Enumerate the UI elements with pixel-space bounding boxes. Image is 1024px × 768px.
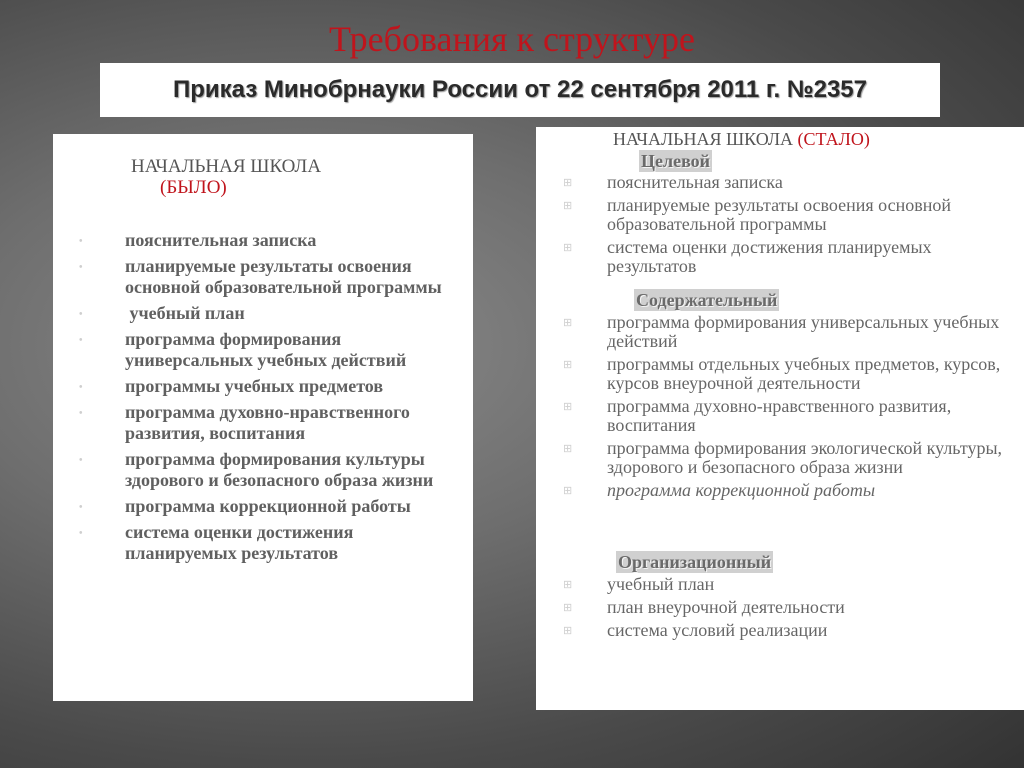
small-dot-bullet-icon: • [79, 408, 83, 419]
list-item: ⊞ система оценки достижения планируемых результатов [563, 237, 932, 276]
section-title: Содержательный [636, 290, 778, 310]
list-item: • учебный план [79, 303, 245, 323]
right-heading-accent: (СТАЛО) [797, 129, 870, 149]
small-dot-bullet-icon: • [79, 502, 83, 513]
list-item: ⊞ программа духовно-нравственного развития, воспитания [563, 396, 952, 435]
small-dot-bullet-icon: • [79, 382, 83, 393]
right-heading-text: НАЧАЛЬНАЯ ШКОЛА [613, 129, 798, 149]
boxed-cross-bullet-icon: ⊞ [563, 625, 573, 637]
section-items-list [536, 173, 1024, 276]
boxed-cross-bullet-icon: ⊞ [563, 401, 573, 413]
left-panel-heading [131, 156, 411, 198]
small-dot-bullet-icon: • [79, 335, 83, 346]
list-item: • пояснительная записка [79, 230, 317, 250]
section-organizational [536, 551, 1024, 644]
small-dot-bullet-icon: • [79, 309, 83, 320]
boxed-cross-bullet-icon: ⊞ [563, 177, 573, 189]
list-item: ⊞ учебный план [563, 574, 715, 594]
boxed-cross-bullet-icon: ⊞ [563, 579, 573, 591]
left-heading-line2: (БЫЛО) [160, 177, 227, 198]
list-item: ⊞ план внеурочной деятельности [563, 597, 845, 617]
left-heading-line1: НАЧАЛЬНАЯ ШКОЛА [131, 156, 322, 177]
small-dot-bullet-icon: • [79, 236, 83, 247]
boxed-cross-bullet-icon: ⊞ [563, 602, 573, 614]
list-item: • программы учебных предметов [79, 376, 384, 396]
list-item: • программа формирования универсальных учебных действий [79, 329, 407, 370]
small-dot-bullet-icon: • [79, 455, 83, 466]
subtitle-box [100, 63, 940, 117]
section-target [536, 150, 1024, 280]
list-item: ⊞ программа коррекционной работы [563, 480, 876, 500]
boxed-cross-bullet-icon: ⊞ [563, 242, 573, 254]
list-item: ⊞ программа формирования экологической культуры, здорового и безопасного образа жизни [563, 438, 1003, 477]
section-title: Целевой [641, 151, 711, 171]
boxed-cross-bullet-icon: ⊞ [563, 443, 573, 455]
section-content [536, 289, 1024, 504]
list-item: • программа духовно-нравственного развития, воспитания [79, 402, 410, 443]
section-items-list [536, 575, 1024, 640]
section-title: Организационный [618, 552, 772, 572]
section-items-list [536, 313, 1024, 500]
right-panel-became [536, 127, 1024, 710]
small-dot-bullet-icon: • [79, 262, 83, 273]
list-item: ⊞ программы отдельных учебных предметов, курсов, курсов внеурочной деятельности [563, 354, 1001, 393]
boxed-cross-bullet-icon: ⊞ [563, 485, 573, 497]
list-item: • планируемые результаты освоения основной образовательной программы [79, 256, 442, 297]
list-item: • система оценки достижения планируемых результатов [79, 522, 354, 563]
left-items-list [53, 230, 473, 569]
list-item: ⊞ программа формирования универсальных учебных действий [563, 312, 1000, 351]
list-item: ⊞ планируемые результаты освоения основной образовательной программы [563, 195, 951, 234]
boxed-cross-bullet-icon: ⊞ [563, 200, 573, 212]
subtitle: Приказ Минобрнауки России от 22 сентября 2011 г. №2357 [173, 76, 867, 103]
boxed-cross-bullet-icon: ⊞ [563, 317, 573, 329]
list-item: • программа коррекционной работы [79, 496, 411, 516]
slide-title: Требования к структуре [329, 19, 695, 59]
small-dot-bullet-icon: • [79, 528, 83, 539]
list-item: ⊞ пояснительная записка [563, 172, 783, 192]
list-item: ⊞ система условий реализации [563, 620, 828, 640]
boxed-cross-bullet-icon: ⊞ [563, 359, 573, 371]
list-item: • программа формирования культуры здорового и безопасного образа жизни [79, 449, 434, 490]
right-panel-heading [613, 129, 1013, 150]
left-panel-was [53, 134, 473, 701]
